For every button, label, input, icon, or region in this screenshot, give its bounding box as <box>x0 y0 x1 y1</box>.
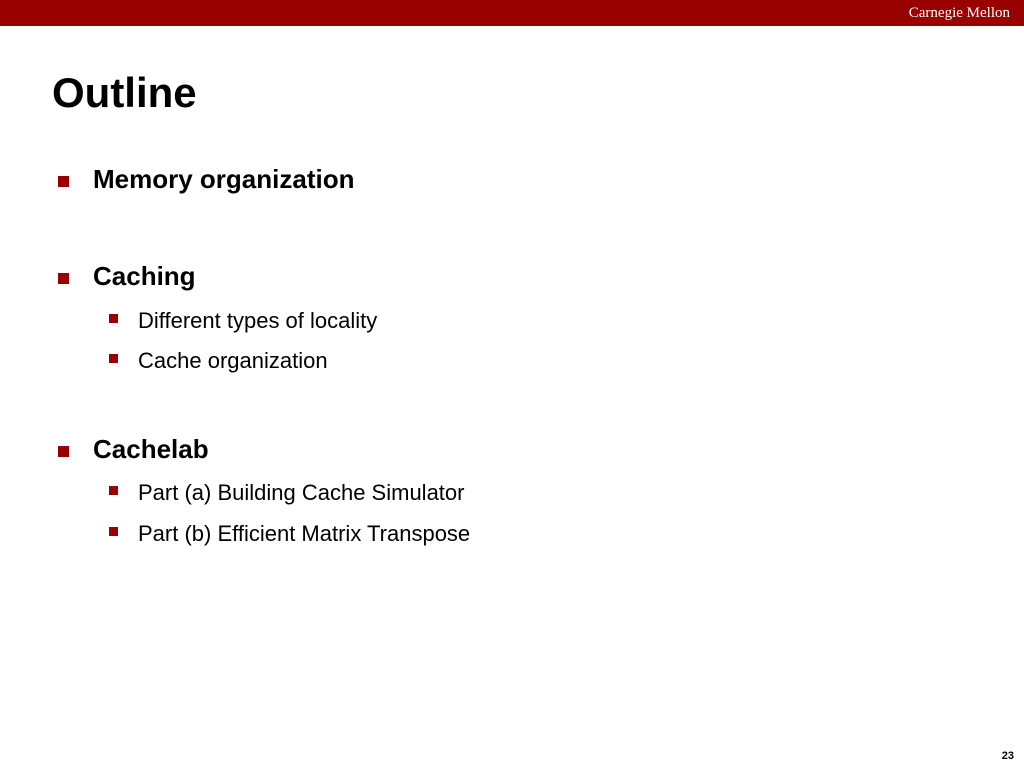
outline-subitem-label: Different types of locality <box>138 308 378 333</box>
outline-item-label: Caching <box>93 261 196 291</box>
outline-item-label: Cachelab <box>93 434 209 464</box>
square-bullet-icon <box>58 176 69 187</box>
header-brand: Carnegie Mellon <box>908 5 1010 21</box>
square-bullet-icon <box>109 354 118 363</box>
slide-title: Outline <box>52 69 197 116</box>
outline-subitem-label: Part (b) Efficient Matrix Transpose <box>138 521 471 546</box>
outline-item-label: Memory organization <box>93 164 355 194</box>
outline-subitem-label: Part (a) Building Cache Simulator <box>138 480 465 505</box>
square-bullet-icon <box>109 486 118 495</box>
page-number: 23 <box>1001 750 1014 762</box>
square-bullet-icon <box>109 527 118 536</box>
square-bullet-icon <box>109 314 118 323</box>
outline-subitem-label: Cache organization <box>138 348 328 373</box>
square-bullet-icon <box>58 446 69 457</box>
square-bullet-icon <box>58 273 69 284</box>
